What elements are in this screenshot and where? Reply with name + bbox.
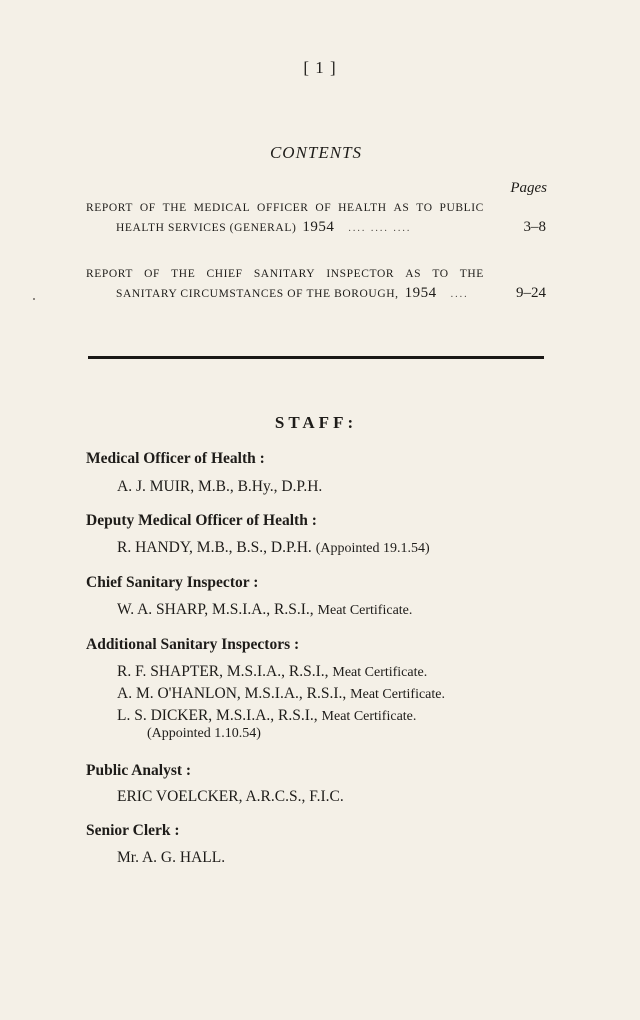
entry-pages: 3–8 — [523, 219, 546, 235]
contents-entry-2-line-1 — [86, 268, 484, 280]
certificate: Meat Certificate. — [321, 709, 417, 724]
person-voelcker: ERIC VOELCKER, A.R.C.S., F.I.C. — [117, 788, 344, 805]
role-chief-sanitary-inspector: Chief Sanitary Inspector : — [86, 574, 259, 591]
staff-heading: STAFF: — [274, 413, 358, 432]
leader-dots: .... .... .... — [348, 223, 412, 234]
certificate: Meat Certificate. — [332, 665, 428, 680]
word: THE — [171, 268, 196, 280]
word: REPORT — [86, 202, 134, 214]
role-additional-sanitary-inspectors: Additional Sanitary Inspectors : — [86, 636, 300, 653]
person-shapter — [117, 663, 427, 681]
leader-dots: .... — [450, 289, 469, 300]
person-handy — [117, 539, 430, 557]
word: REPORT — [86, 268, 134, 280]
person-name: L. S. DICKER, M.S.I.A., R.S.I., — [117, 707, 318, 724]
person-name: W. A. SHARP, M.S.I.A., R.S.I., — [117, 601, 314, 618]
word: CHIEF — [206, 268, 243, 280]
word: THE — [162, 202, 187, 214]
word: MEDICAL — [193, 202, 251, 214]
word: AS — [405, 268, 422, 280]
role-deputy-medical-officer: Deputy Medical Officer of Health : — [86, 512, 317, 529]
role-senior-clerk: Senior Clerk : — [86, 822, 180, 839]
entry-year: 1954 — [302, 219, 335, 235]
contents-entry-1-line-1 — [86, 202, 484, 214]
page-number: [ 1 ] — [303, 58, 337, 77]
person-name: R. F. SHAPTER, M.S.I.A., R.S.I., — [117, 663, 329, 680]
contents-entry-1-line-2 — [116, 219, 546, 236]
word: AS — [393, 202, 410, 214]
word: OF — [144, 268, 161, 280]
contents-heading: CONTENTS — [269, 143, 363, 162]
person-name: R. HANDY, M.B., B.S., D.P.H. — [117, 539, 312, 556]
pages-column-label: Pages — [510, 180, 547, 196]
entry-text: HEALTH SERVICES (GENERAL) — [116, 222, 297, 234]
appointment-note: (Appointed 1.10.54) — [147, 726, 261, 741]
word: PUBLIC — [439, 202, 484, 214]
person-hall: Mr. A. G. HALL. — [117, 849, 226, 866]
person-name: A. M. O'HANLON, M.S.I.A., R.S.I., — [117, 685, 347, 702]
role-medical-officer: Medical Officer of Health : — [86, 450, 265, 467]
role-public-analyst: Public Analyst : — [86, 762, 192, 779]
certificate: Meat Certificate. — [317, 603, 413, 618]
person-muir: A. J. MUIR, M.B., B.Hy., D.P.H. — [117, 478, 323, 495]
person-sharp — [117, 601, 412, 619]
person-dicker — [117, 707, 416, 725]
word: TO — [432, 268, 449, 280]
entry-text: SANITARY CIRCUMSTANCES OF THE BOROUGH, — [116, 288, 399, 300]
word: HEALTH — [338, 202, 387, 214]
word: TO — [416, 202, 433, 214]
word: OF — [139, 202, 156, 214]
section-divider — [88, 356, 544, 359]
person-ohanlon — [117, 685, 445, 703]
word: SANITARY — [253, 268, 316, 280]
margin-mark — [33, 298, 35, 300]
contents-entry-2-line-2 — [116, 285, 546, 302]
certificate: Meat Certificate. — [350, 687, 445, 702]
word: OF — [315, 202, 332, 214]
entry-year: 1954 — [404, 285, 437, 301]
entry-pages: 9–24 — [516, 285, 546, 301]
word: OFFICER — [257, 202, 309, 214]
word: INSPECTOR — [326, 268, 395, 280]
word: THE — [459, 268, 484, 280]
appointment-note: (Appointed 19.1.54) — [315, 541, 430, 556]
